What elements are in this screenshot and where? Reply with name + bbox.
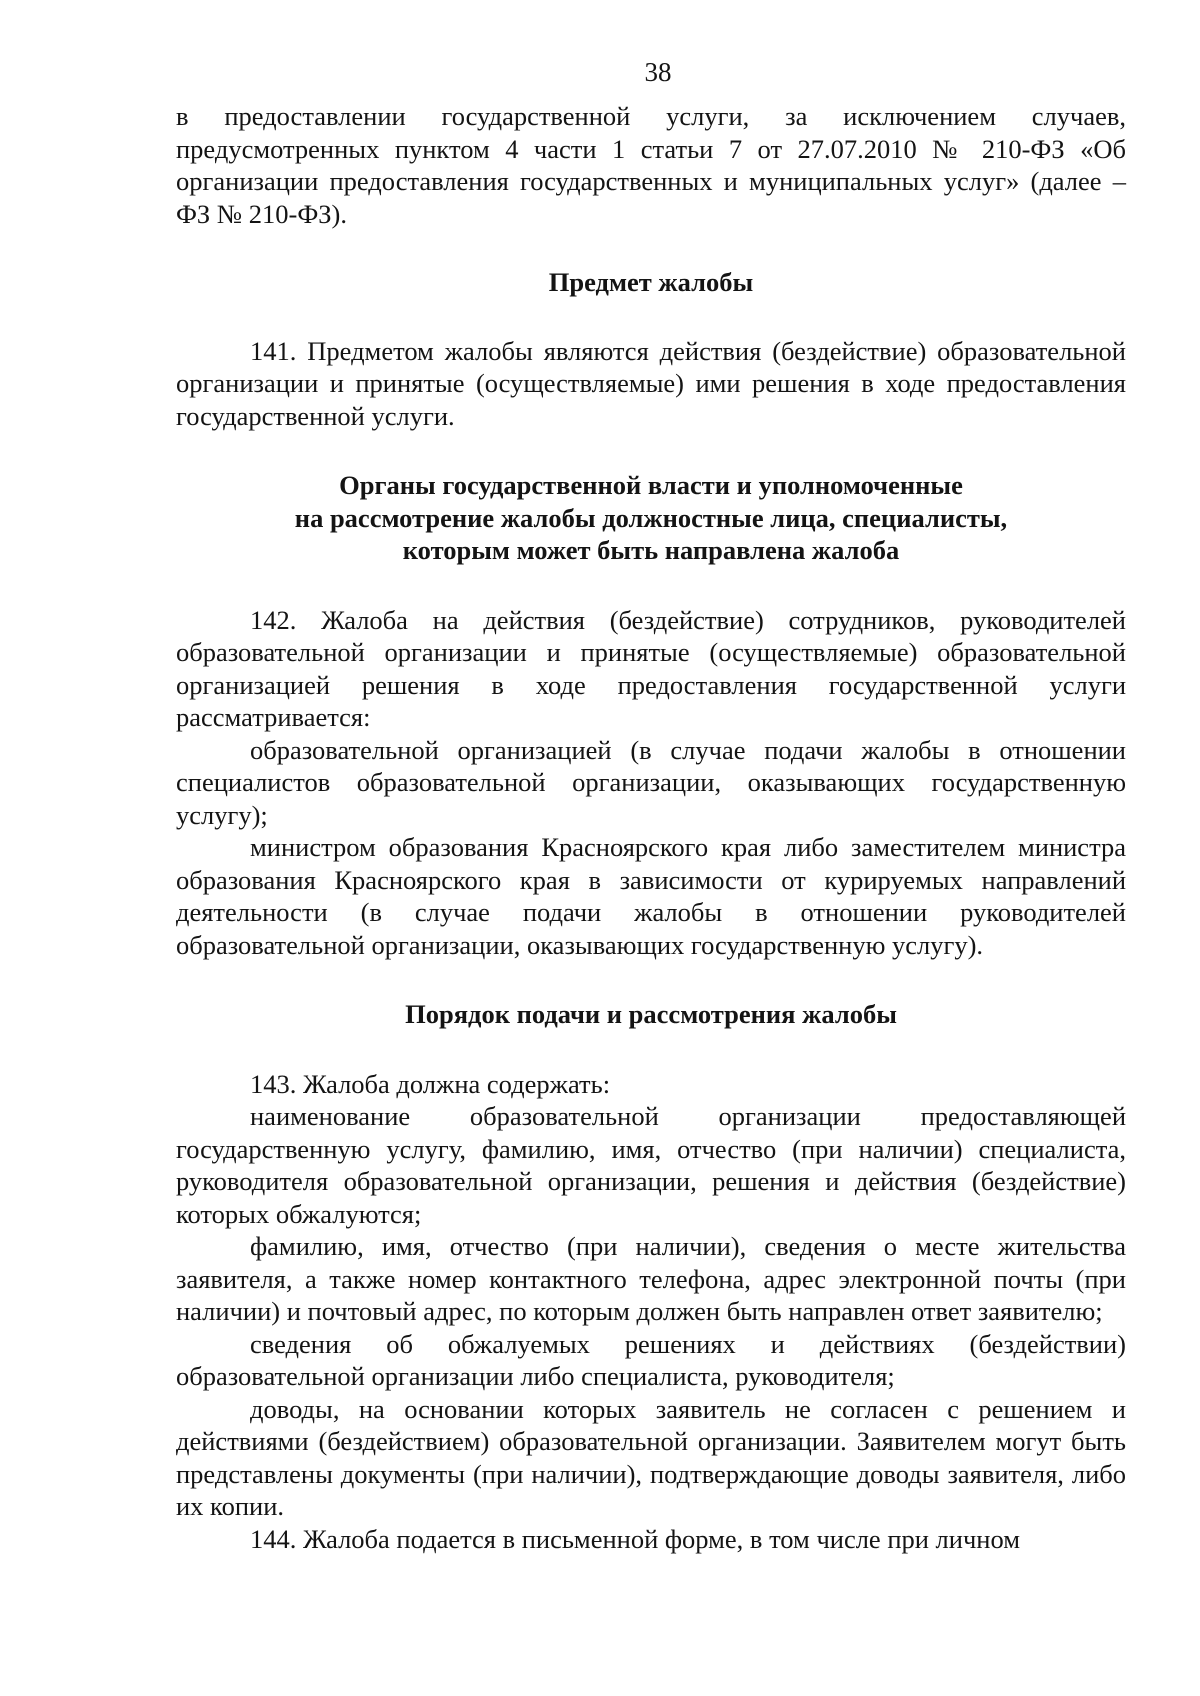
paragraph-142-item-a: образовательной организацией (в случае подачи жалобы в отношении специалистов образовательной организации, оказывающих государственную услугу);: [176, 734, 1126, 830]
heading-authorities: [176, 469, 1126, 567]
paragraph-intro: в предоставлении государственной услуги, за исключением случаев, предусмотренных пунктом 4 части 1 статьи 7 от 27.07.2010 № 210-ФЗ «Об организации предоставления государственных и муниципальных услуг» (далее – ФЗ № 210-ФЗ).: [176, 101, 1126, 229]
paragraph-143-item-a: наименование образовательной организации предоставляющей государственную услугу, фамилию, имя, отчество (при наличии) специалиста, руководителя образовательной организации, решения и действия (бездействие) которых обжалуются;: [176, 1101, 1126, 1229]
heading-filing-procedure: Порядок подачи и рассмотрения жалобы: [405, 999, 897, 1029]
paragraph-143-item-d: доводы, на основании которых заявитель не согласен с решением и действиями (бездействием) образовательной организации. Заявителем могут быть представлены документы (при наличии), подтверждающие доводы заявителя, либо их копии.: [176, 1393, 1126, 1521]
paragraph-142: 142. Жалоба на действия (бездействие) сотрудников, руководителей образовательной организации и принятые (осуществляемые) образовательной организацией решения в ходе предоставления государственной услуги рассматривается:: [176, 604, 1126, 732]
heading-authorities-line-3: которым может быть направлена жалоба: [402, 535, 900, 565]
heading-authorities-line-1: Органы государственной власти и уполномоченные: [339, 470, 963, 500]
heading-subject-of-complaint: Предмет жалобы: [548, 267, 754, 297]
document-page: [176, 52, 1126, 1555]
paragraph-142-item-b: министром образования Красноярского края либо заместителем министра образования Красноярского края в зависимости от курируемых направлений деятельности (в случае подачи жалобы в отношении руководителей образовательной организации, оказывающих государственную услугу).: [176, 832, 1126, 960]
paragraph-144: 144. Жалоба подается в письменной форме, в том числе при личном: [250, 1523, 1020, 1554]
paragraph-141: 141. Предметом жалобы являются действия (бездействие) образовательной организации и принятые (осуществляемые) ими решения в ходе предоставления государственной услуги.: [176, 335, 1126, 431]
paragraph-143-item-c: сведения об обжалуемых решениях и действиях (бездействии) образовательной организации либо специалиста, руководителя;: [176, 1328, 1126, 1391]
page-number: 38: [644, 57, 672, 87]
paragraph-143-item-b: фамилию, имя, отчество (при наличии), сведения о месте жительства заявителя, а также номер контактного телефона, адрес электронной почты (при наличии) и почтовый адрес, по которым должен быть направлен ответ заявителю;: [176, 1231, 1126, 1326]
heading-authorities-line-2: на рассмотрение жалобы должностные лица, специалисты,: [294, 502, 1008, 533]
paragraph-143: 143. Жалоба должна содержать:: [250, 1068, 611, 1099]
